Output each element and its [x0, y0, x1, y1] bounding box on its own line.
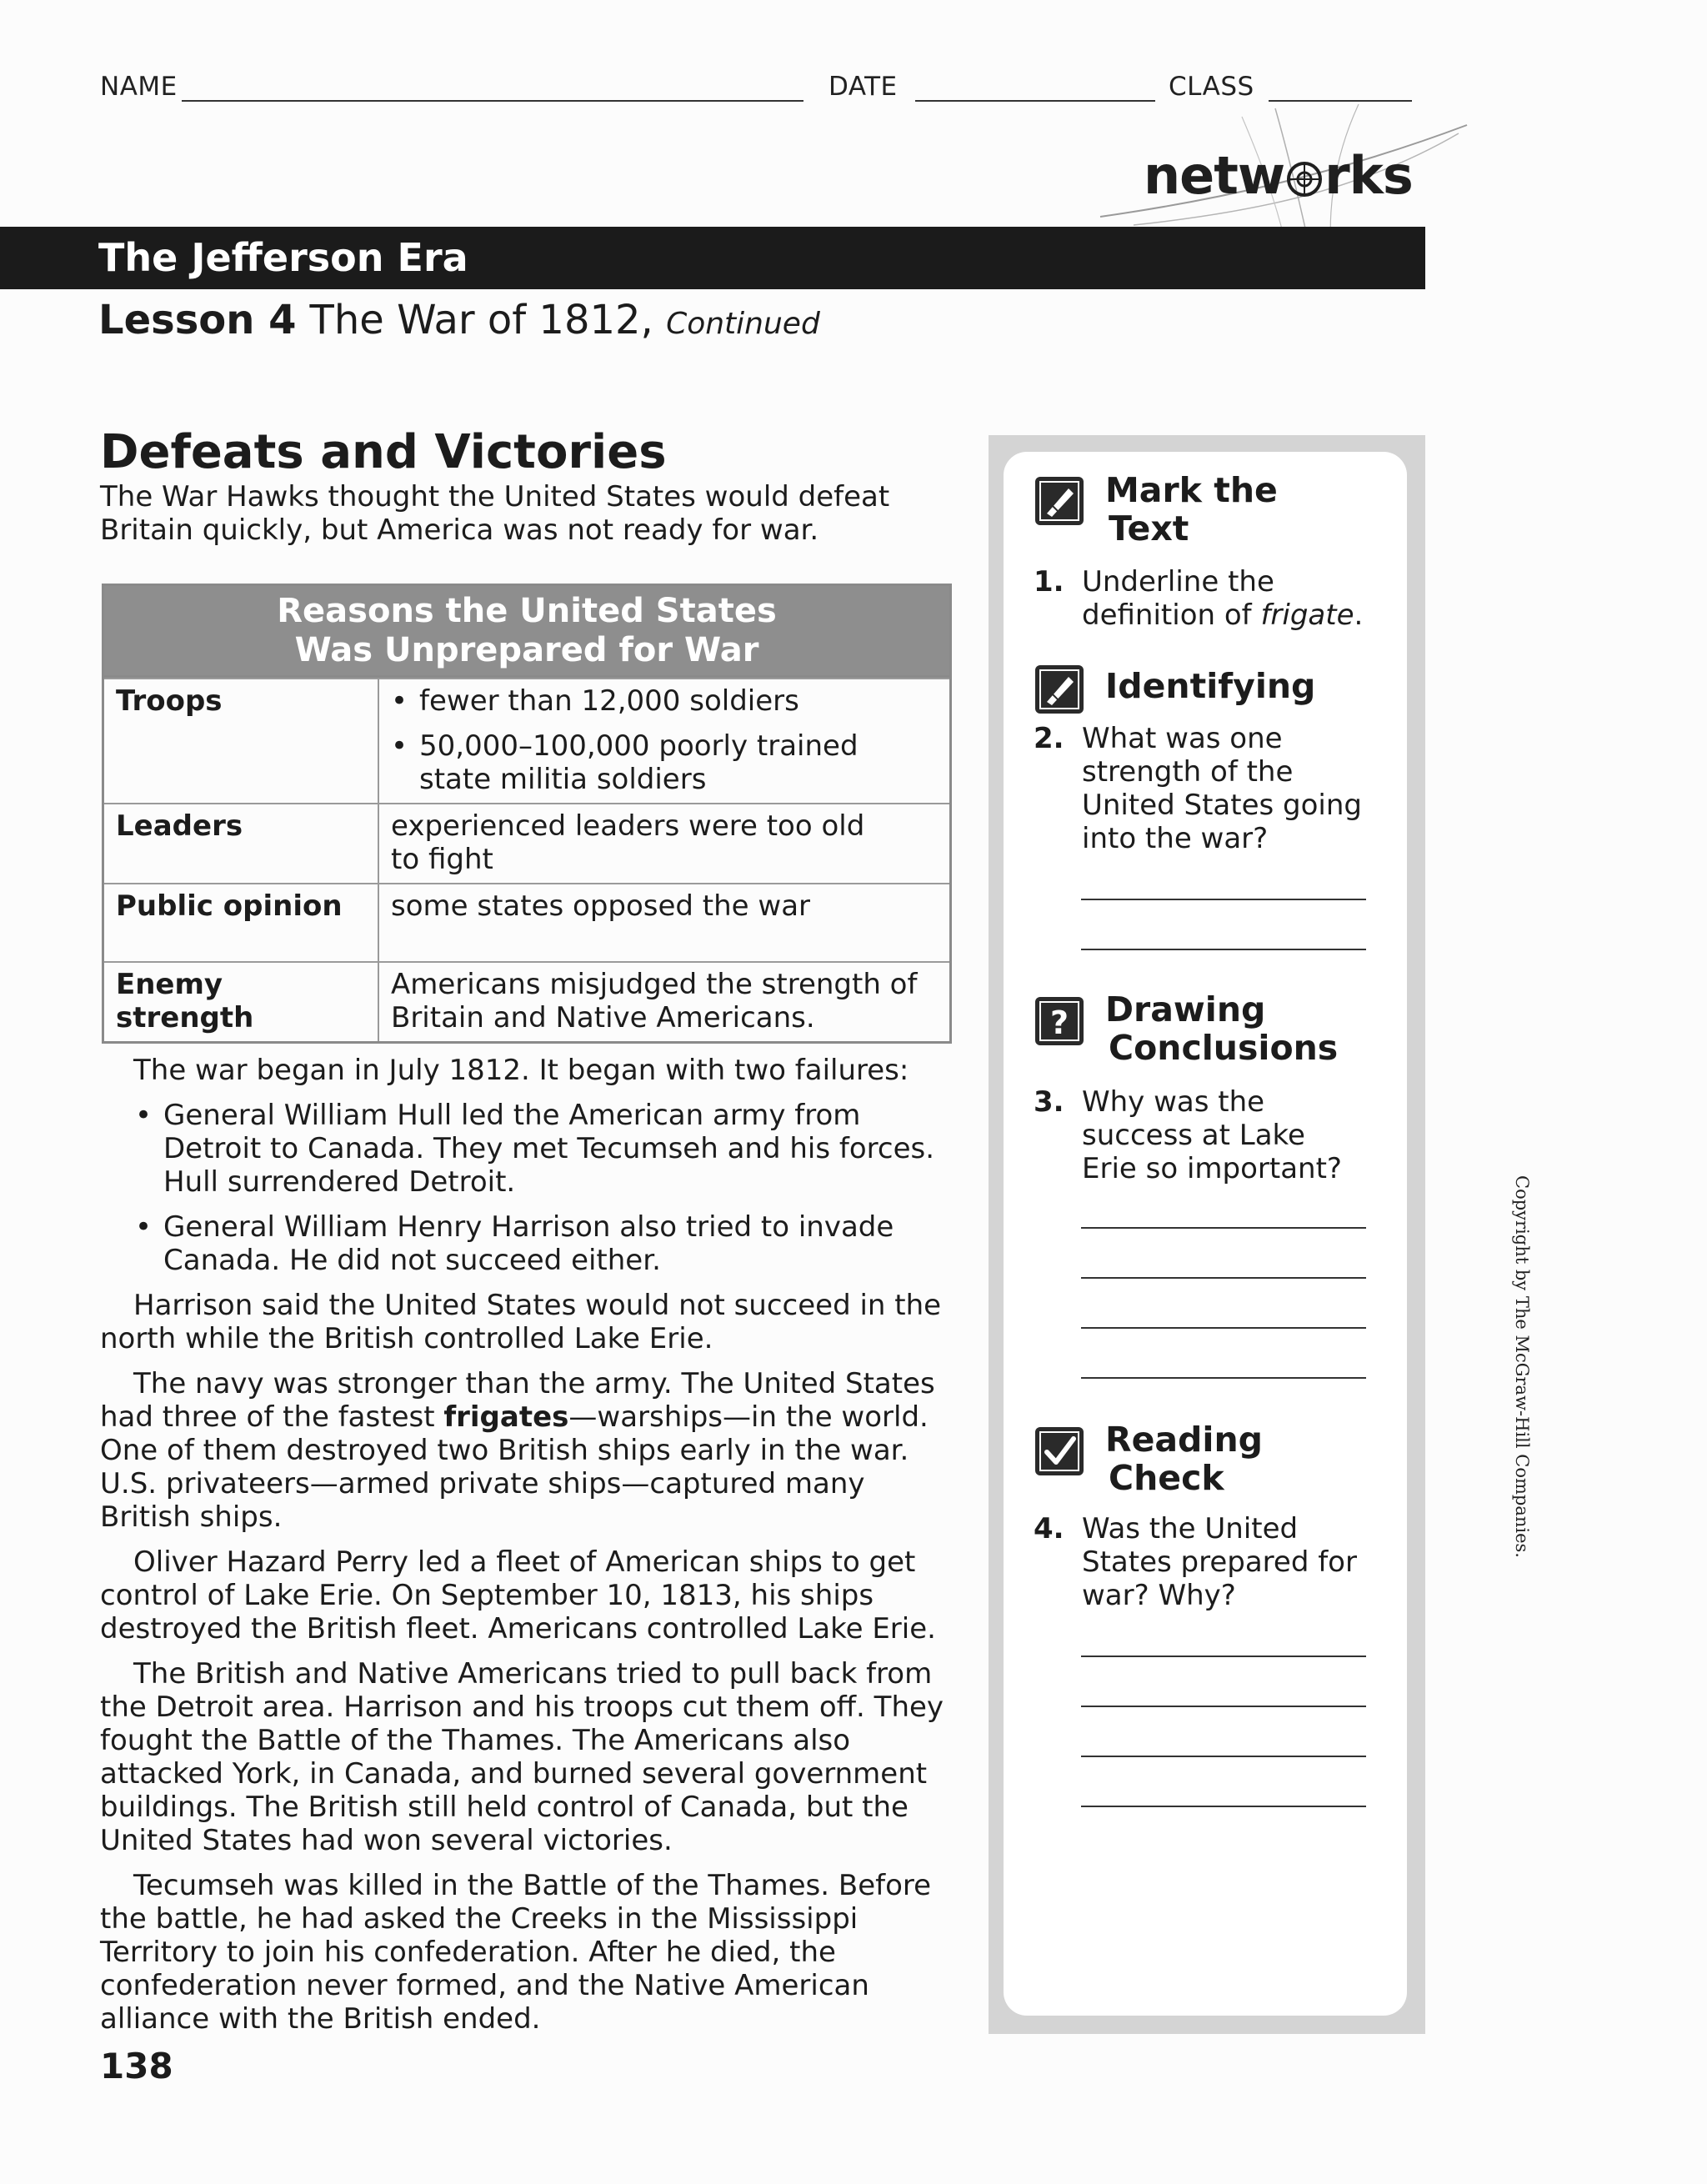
- svg-text:?: ?: [1049, 1004, 1069, 1041]
- question-mark-icon: [1035, 997, 1084, 1045]
- class-label: CLASS: [1169, 72, 1254, 102]
- table-row: [104, 678, 949, 803]
- vocabulary-term-frigates[interactable]: frigates: [443, 1400, 569, 1434]
- paragraph: The British and Native Americans tried to pull back from the Detroit area. Harrison and his troops cut them off. They fought the Battle of the Thames. The Americans also attacked York, in Canada, and burned several government buildings. The British still held control of Canada, but the United States had won several victories.: [100, 1657, 944, 1857]
- logo-text-end: rks: [1324, 145, 1413, 206]
- lesson-title: The War of 1812,: [309, 297, 653, 343]
- mark-text-heading: [1105, 471, 1278, 548]
- question-term: frigate: [1260, 599, 1354, 632]
- name-field[interactable]: [182, 100, 803, 102]
- table-heading-line2: Was Unprepared for War: [294, 631, 759, 669]
- row-value: experienced leaders were too old to fight: [391, 809, 865, 876]
- checkmark-icon: [1035, 1427, 1084, 1475]
- answer-line[interactable]: [1081, 949, 1366, 950]
- answer-line[interactable]: [1081, 1327, 1366, 1329]
- heading-line: Drawing: [1105, 989, 1266, 1029]
- lesson-continued: Continued: [666, 307, 820, 341]
- question-text: [1034, 565, 1367, 632]
- paragraph: The war began in July 1812. It began with two failures:: [133, 1054, 909, 1087]
- heading-line: Conclusions: [1109, 1028, 1339, 1068]
- date-label: DATE: [828, 72, 898, 102]
- question-2: [1034, 722, 1367, 855]
- paragraph: Tecumseh was killed in the Battle of the Thames. Before the battle, he had asked the Creeks in the Mississippi Territory to join his confederation. After he died, the confederation never formed, and the Native American alliance with the British ended.: [100, 1869, 932, 2036]
- answer-line[interactable]: [1081, 899, 1366, 900]
- networks-logo: [1144, 145, 1413, 206]
- question-1: [1034, 565, 1367, 632]
- question-4: [1034, 1512, 1367, 1612]
- row-bullet: • 50,000–100,000 poorly trained state militia soldiers: [391, 729, 938, 796]
- question-number: 4.: [1034, 1512, 1064, 1545]
- answer-line[interactable]: [1081, 1277, 1366, 1279]
- section-title: Defeats and Victories: [100, 425, 667, 479]
- unit-title: The Jefferson Era: [98, 235, 468, 280]
- answer-line[interactable]: [1081, 1706, 1366, 1707]
- question-number: 2.: [1034, 722, 1064, 755]
- list-item: • General William Henry Harrison also tried to invade Canada. He did not succeed either.: [100, 1210, 959, 1277]
- pencil-mark-icon: [1035, 477, 1084, 525]
- answer-line[interactable]: [1081, 1806, 1366, 1807]
- list-item: • General William Hull led the American army from Detroit to Canada. They met Tecumseh and his forces. Hull surrendered Detroit.: [100, 1099, 959, 1199]
- paragraph: Harrison said the United States would not succeed in the north while the British controlled Lake Erie.: [100, 1289, 942, 1355]
- section-intro: The War Hawks thought the United States would defeat Britain quickly, but America was not ready for war.: [100, 480, 890, 547]
- answer-line[interactable]: [1081, 1227, 1366, 1229]
- paragraph-text: —warships—in the world. One of them destroyed two British ships early in the war. U.S. privateers—armed private ships—captured many British ships.: [100, 1400, 929, 1534]
- lesson-heading: [98, 297, 820, 343]
- row-label: Leaders: [104, 804, 379, 883]
- answer-line[interactable]: [1081, 1756, 1366, 1757]
- heading-line: Reading: [1105, 1420, 1263, 1460]
- question-text-part: .: [1354, 599, 1364, 632]
- table-row: [104, 883, 949, 961]
- lesson-number: Lesson 4: [98, 297, 297, 343]
- heading-line: Text: [1109, 508, 1189, 549]
- paragraph: [100, 1367, 959, 1534]
- paragraph-text: The navy was stronger than the army. The United States had three of the fastest: [100, 1367, 935, 1434]
- reading-check-heading: [1105, 1420, 1263, 1497]
- drawing-conclusions-heading: [1105, 990, 1338, 1067]
- question-text: What was one strength of the United States going into the war?: [1082, 722, 1362, 855]
- reasons-table: [102, 584, 952, 1044]
- table-heading-line1: Reasons the United States: [277, 592, 777, 630]
- question-text: Was the United States prepared for war? Why?: [1082, 1512, 1357, 1612]
- copyright-notice: Copyright by The McGraw-Hill Companies.: [1512, 1175, 1532, 1558]
- question-number: 3.: [1034, 1085, 1064, 1119]
- question-number: 1.: [1034, 565, 1064, 599]
- question-3: [1034, 1085, 1367, 1185]
- heading-line: Mark the: [1105, 470, 1278, 510]
- table-heading: [104, 586, 949, 678]
- row-label: Enemy strength: [104, 963, 379, 1041]
- row-bullet: • fewer than 12,000 soldiers: [391, 684, 938, 718]
- globe-icon: [1285, 160, 1324, 198]
- table-row: [104, 803, 949, 883]
- row-value: Americans misjudged the strength of Britain and Native Americans.: [391, 968, 918, 1034]
- logo-text-start: netw: [1144, 145, 1285, 206]
- question-text: Why was the success at Lake Erie so important?: [1082, 1085, 1342, 1185]
- row-label: Troops: [104, 679, 379, 803]
- name-label: NAME: [100, 72, 178, 102]
- answer-line[interactable]: [1081, 1656, 1366, 1657]
- page-number: 138: [100, 2046, 173, 2086]
- row-value: some states opposed the war: [391, 889, 811, 923]
- lesson-body: [100, 1054, 959, 2047]
- table-row: [104, 961, 949, 1041]
- identifying-heading: Identifying: [1105, 666, 1316, 706]
- row-label: Public opinion: [104, 884, 379, 961]
- answer-line[interactable]: [1081, 1377, 1366, 1379]
- paragraph: Oliver Hazard Perry led a fleet of American ships to get control of Lake Erie. On September 10, 1813, his ships destroyed the British fleet. Americans controlled Lake Erie.: [100, 1545, 936, 1646]
- row-value: [379, 679, 949, 803]
- failures-list: [100, 1099, 959, 1277]
- heading-line: Check: [1109, 1458, 1224, 1498]
- question-text-part: Underline the definition of: [1082, 565, 1274, 632]
- pencil-mark-icon: [1035, 665, 1084, 714]
